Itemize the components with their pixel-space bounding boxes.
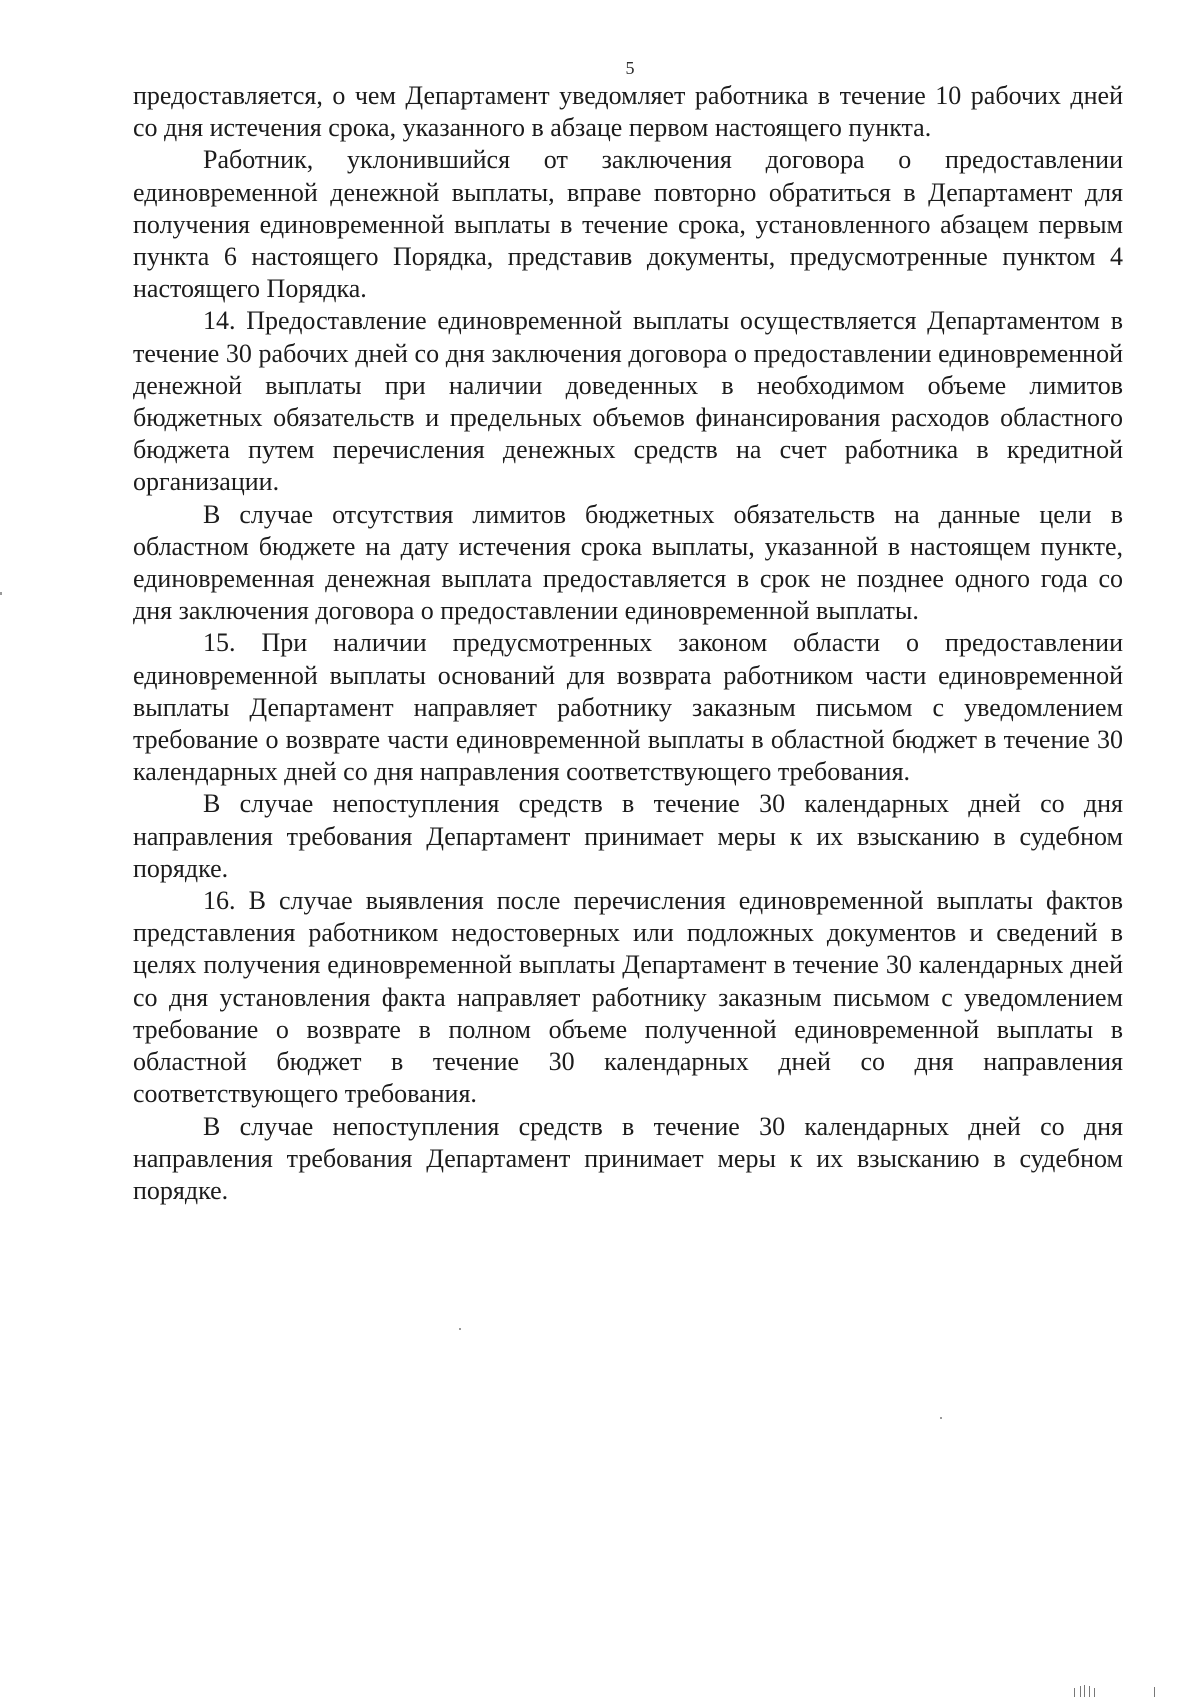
paragraph-clause-15: 15. При наличии предусмотренных законом области о предоставлении единовременной выплаты оснований для возврата работником части единовременной выплаты Департамент направляет работнику заказным письмом с уведомлением требование о возврате части единовременной выплаты в областной бюджет в течение 30 календарных дней со дня направления соответствующего требования. [133, 628, 1123, 787]
paragraph-evasion-reapply: Работник, уклонившийся от заключения договора о предоставлении единовременной денежной выплаты, вправе повторно обратиться в Департамент для получения единовременной выплаты в течение срока, установленного абзацем первым пункта 6 настоящего Порядка, представив документы, предусмотренные пунктом 4 настоящего Порядка. [133, 145, 1123, 304]
page-number: 5 [625, 58, 635, 78]
scan-edge-marks [1074, 1683, 1164, 1697]
paragraph-continuation: предоставляется, о чем Департамент уведомляет работника в течение 10 рабочих дней со дня истечения срока, указанного в абзаце первом настоящего пункта. [133, 81, 1123, 143]
paragraph-clause-16-court: В случае непоступления средств в течение 30 календарных дней со дня направления требования Департамент принимает меры к их взысканию в судебном порядке. [133, 1111, 1123, 1205]
scan-speck [940, 1417, 942, 1419]
document-body [133, 80, 1123, 1207]
paragraph-clause-15-court: В случае непоступления средств в течение 30 календарных дней со дня направления требования Департамент принимает меры к их взысканию в судебном порядке. [133, 789, 1123, 883]
scan-speck [0, 592, 2, 595]
paragraph-clause-14: 14. Предоставление единовременной выплаты осуществляется Департаментом в течение 30 рабочих дней со дня заключения договора о предоставлении единовременной денежной выплаты при наличии доведенных в необходимом объеме лимитов бюджетных обязательств и предельных объемов финансирования расходов областного бюджета путем перечисления денежных средств на счет работника в кредитной организации. [133, 306, 1123, 497]
scan-speck [459, 1328, 461, 1330]
paragraph-clause-14-limits: В случае отсутствия лимитов бюджетных обязательств на данные цели в областном бюджете на дату истечения срока выплаты, указанной в настоящем пункте, единовременная денежная выплата предоставляется в срок не позднее одного года со дня заключения договора о предоставлении единовременной выплаты. [133, 499, 1123, 626]
paragraph-clause-16: 16. В случае выявления после перечисления единовременной выплаты фактов представления работником недостоверных или подложных документов и сведений в целях получения единовременной выплаты Департамент в течение 30 календарных дней со дня установления факта направляет работнику заказным письмом с уведомлением требование о возврате в полном объеме полученной единовременной выплаты в областной бюджет в течение 30 календарных дней со дня направления соответствующего требования. [133, 886, 1123, 1109]
